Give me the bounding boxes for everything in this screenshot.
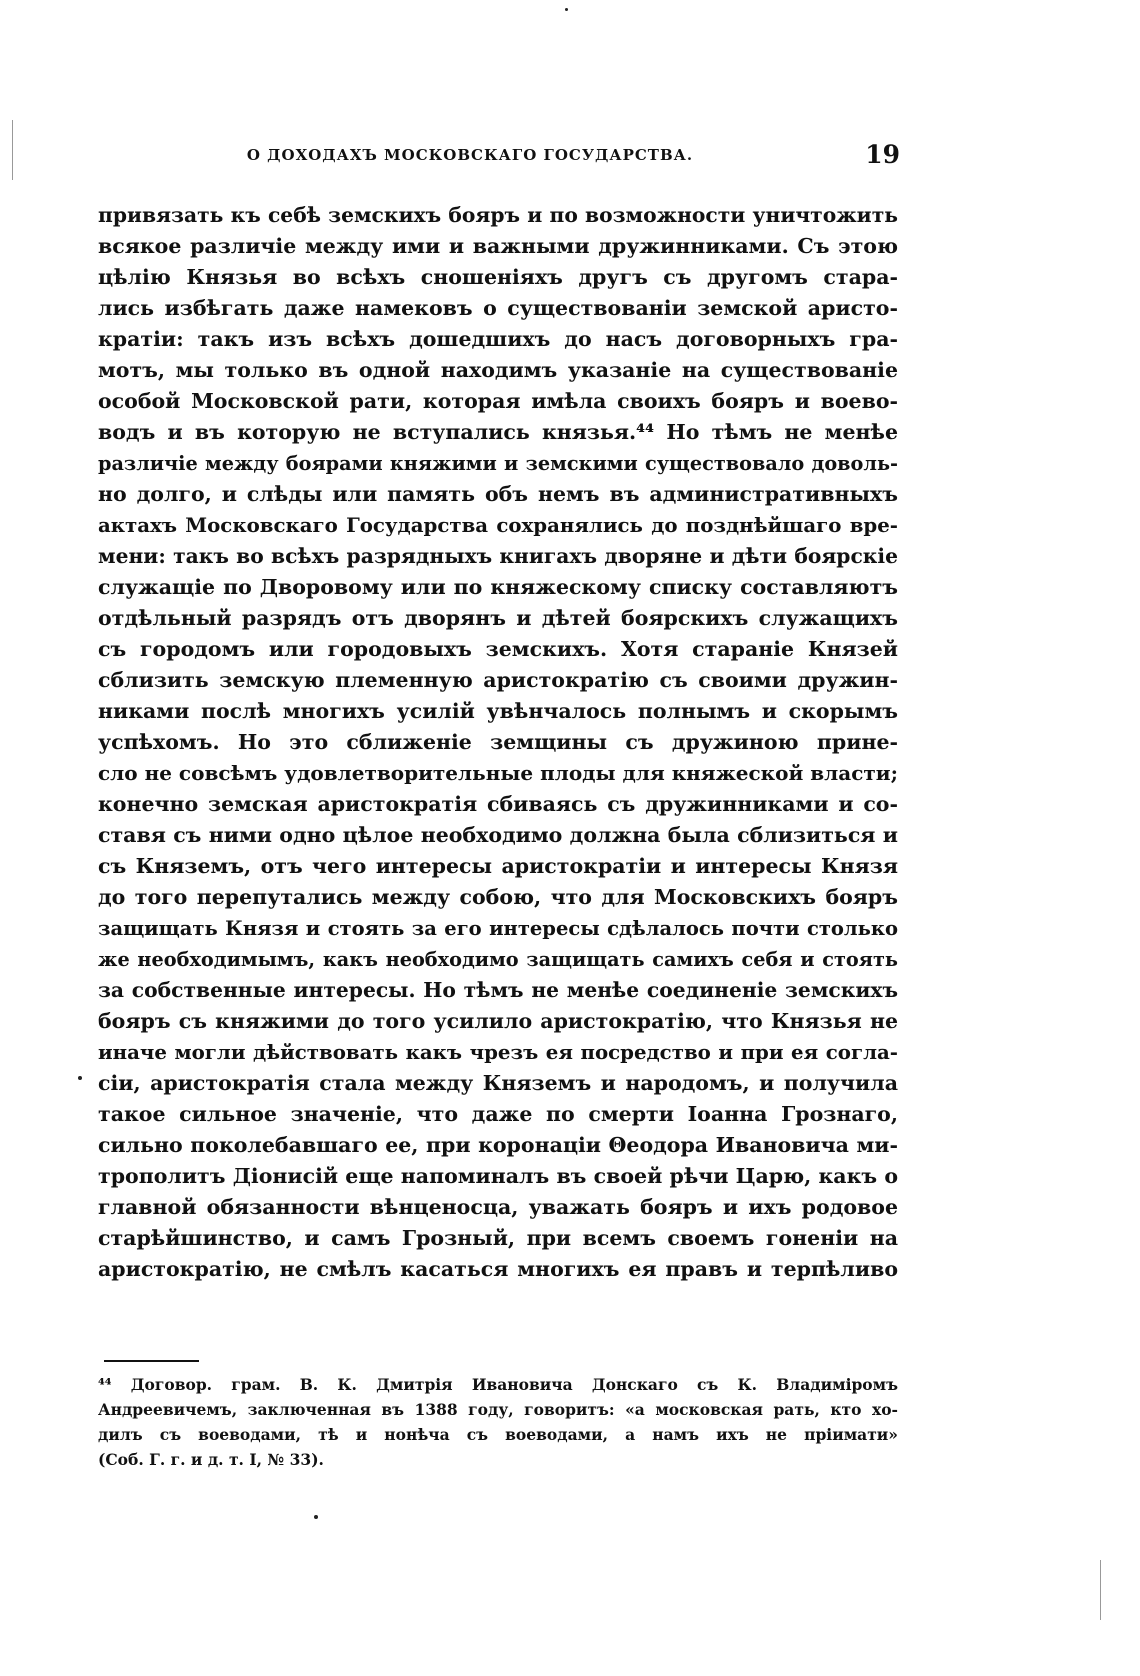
text-line: такое сильное значеніе, что даже по смерти Іоанна Грознаго, <box>98 1102 898 1126</box>
body-text <box>98 200 898 1285</box>
text-line: актахъ Московскаго Государства сохранялись до позднѣйшаго вре- <box>98 513 898 537</box>
text-line: до того перепутались между собою, что для Московскихъ бояръ <box>98 885 898 909</box>
text-line: успѣхомъ. Но это сближеніе земщины съ дружиною прине- <box>98 730 898 754</box>
text-line: главной обязанности вѣнценосца, уважать бояръ и ихъ родовое <box>98 1195 898 1219</box>
text-line: съ городомъ или городовыхъ земскихъ. Хотя стараніе Князей <box>98 637 898 661</box>
text-line: сильно поколебавшаго ее, при коронаціи Θеодора Ивановича ми- <box>98 1133 898 1157</box>
text-line: служащіе по Дворовому или по княжескому списку составляютъ <box>98 575 898 599</box>
text-line: аристократію, не смѣлъ касаться многихъ ея правъ и терпѣливо <box>98 1257 898 1281</box>
text-line: водъ и въ которую не вступались князья.⁴⁴ Но тѣмъ не менѣе <box>98 420 898 444</box>
text-line: но долго, и слѣды или память объ немъ въ административныхъ <box>98 482 898 506</box>
scan-speck <box>565 8 568 11</box>
text-line: цѣлію Князья во всѣхъ сношеніяхъ другъ съ другомъ стара- <box>98 265 898 289</box>
page-header <box>110 140 900 174</box>
text-line: старѣйшинство, и самъ Грозный, при всемъ своемъ гоненіи на <box>98 1226 898 1250</box>
text-line: особой Московской рати, которая имѣла своихъ бояръ и воево- <box>98 389 898 413</box>
text-line: конечно земская аристократія сбиваясь съ дружинниками и со- <box>98 792 898 816</box>
text-line: за собственные интересы. Но тѣмъ не менѣе соединеніе земскихъ <box>98 978 898 1002</box>
text-line: лись избѣгать даже намековъ о существованіи земской аристо- <box>98 296 898 320</box>
text-line: трополитъ Діонисій еще напоминалъ въ своей рѣчи Царю, какъ о <box>98 1164 898 1188</box>
footnote <box>98 1372 898 1472</box>
scan-edge-mark <box>12 120 13 180</box>
scan-speck <box>314 1515 318 1519</box>
scan-speck <box>78 1076 82 1080</box>
text-line: всякое различіе между ими и важными дружинниками. Съ этою <box>98 234 898 258</box>
page-number: 19 <box>865 140 900 169</box>
text-line: мени: такъ во всѣхъ разрядныхъ книгахъ дворяне и дѣти боярскіе <box>98 544 898 568</box>
text-line: никами послѣ многихъ усилій увѣнчалось полнымъ и скорымъ <box>98 699 898 723</box>
text-line: защищать Князя и стоять за его интересы сдѣлалось почти столько <box>98 917 898 940</box>
text-line: иначе могли дѣйствовать какъ чрезъ ея посредство и при ея согла- <box>98 1040 898 1064</box>
text-line: сло не совсѣмъ удовлетворительные плоды для княжеской власти; <box>98 761 898 785</box>
text-line: сблизить земскую племенную аристократію съ своими дружин- <box>98 668 898 692</box>
text-line: кратіи: такъ изъ всѣхъ дошедшихъ до насъ договорныхъ гра- <box>98 327 898 351</box>
text-line: сіи, аристократія стала между Княземъ и народомъ, и получила <box>98 1071 898 1095</box>
footnote-line: дилъ съ воеводами, тѣ и нонѣча съ воеводами, а намъ ихъ не пріимати» <box>98 1425 898 1444</box>
text-line: различіе между боярами княжими и земскими существовало доволь- <box>98 452 898 475</box>
scan-edge-mark <box>1100 1560 1101 1620</box>
text-line: бояръ съ княжими до того усилило аристократію, что Князья не <box>98 1009 898 1033</box>
footnote-divider <box>104 1360 199 1362</box>
text-line: ставя съ ними одно цѣлое необходимо должна была сблизиться и <box>98 823 898 847</box>
footnote-line: Андреевичемъ, заключенная въ 1388 году, говоритъ: «а московская рать, кто хо- <box>98 1400 898 1419</box>
text-line: мотъ, мы только въ одной находимъ указаніе на существованіе <box>98 358 898 382</box>
running-head: О ДОХОДАХЪ МОСКОВСКАГО ГОСУДАРСТВА. <box>246 146 694 164</box>
text-line: отдѣльный разрядъ отъ дворянъ и дѣтей боярскихъ служащихъ <box>98 606 898 630</box>
text-line: привязать къ себѣ земскихъ бояръ и по возможности уничтожить <box>98 203 898 227</box>
text-line: съ Княземъ, отъ чего интересы аристократіи и интересы Князя <box>98 854 898 878</box>
text-line: же необходимымъ, какъ необходимо защищать самихъ себя и стоять <box>98 948 898 971</box>
footnote-line: (Соб. Г. г. и д. т. I, № 33). <box>98 1450 324 1469</box>
footnote-line: ⁴⁴ Договор. грам. В. К. Дмитрія Ивановича Донскаго съ К. Владиміромъ <box>98 1375 898 1394</box>
